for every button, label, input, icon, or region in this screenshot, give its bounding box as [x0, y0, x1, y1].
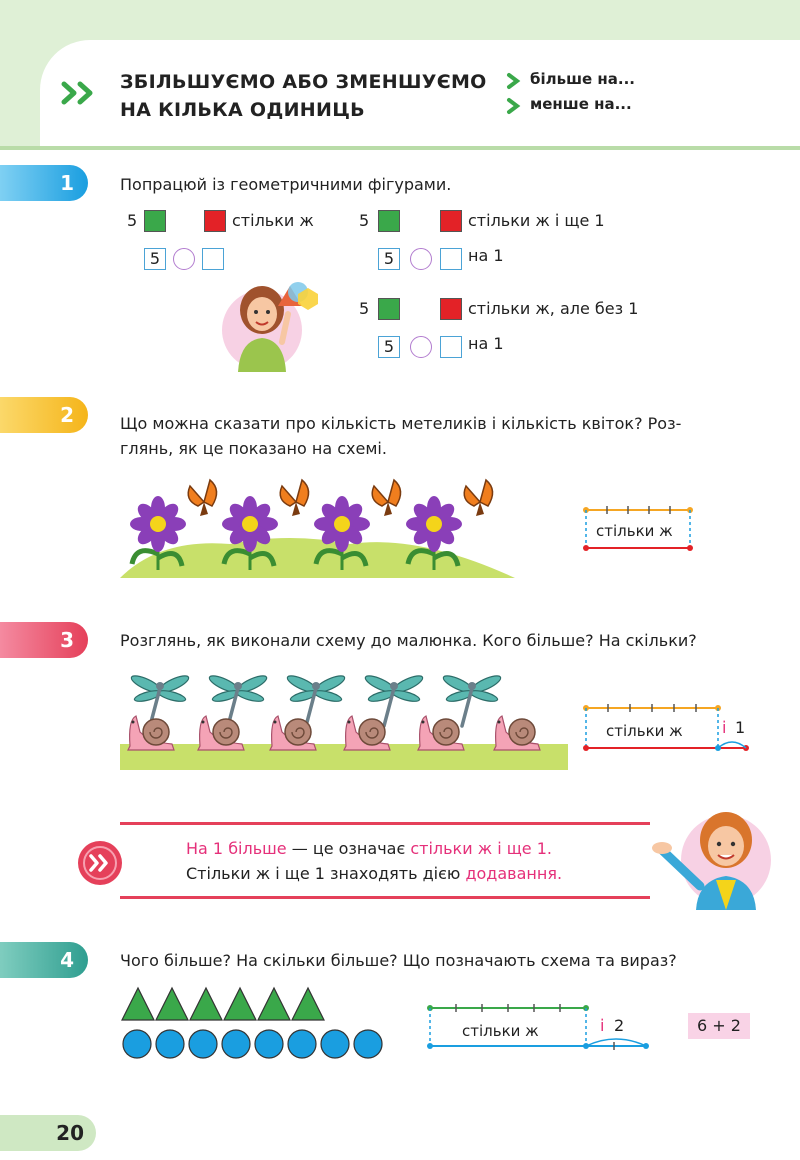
flowers-butterflies-illustration: [120, 478, 515, 580]
scheme-extra-number: 1: [735, 718, 746, 737]
scheme-extra-i: і: [600, 1016, 605, 1035]
scheme-label: стільки ж: [596, 522, 673, 540]
rule-bottom-line: [120, 896, 650, 899]
triangles-circles-illustration: [120, 986, 390, 1060]
task2-text-line2: глянь, як це показано на схемі.: [120, 439, 387, 458]
chevron-icon: [507, 73, 521, 89]
green-square: [144, 210, 166, 232]
answer-box[interactable]: [440, 248, 462, 270]
task-number-3: 3: [0, 622, 88, 658]
red-square: [440, 298, 462, 320]
scheme-extra-i: і: [722, 718, 727, 737]
task-number-2: 2: [0, 397, 88, 433]
answer-box[interactable]: [202, 248, 224, 270]
rule-line-1: На 1 більше — це означає стільки ж і ще 1.: [186, 839, 552, 858]
rule-top-line: [120, 822, 650, 825]
five-label: 5: [359, 211, 370, 230]
five-label: 5: [127, 211, 138, 230]
answer-box-filled: 5: [144, 248, 166, 270]
answer-box[interactable]: [440, 336, 462, 358]
sign-circle[interactable]: [410, 336, 432, 358]
expression-box: 6 + 2: [688, 1013, 750, 1039]
girl-teacher-illustration: [220, 272, 330, 372]
task4-text: Чого більше? На скільки більше? Що позначають схема та вираз?: [120, 951, 677, 970]
sign-circle[interactable]: [173, 248, 195, 270]
subtopic-less: менше на...: [530, 95, 632, 113]
chevron-icon: [507, 98, 521, 114]
page-title: ЗБІЛЬШУЄМО АБО ЗМЕНШУЄМО НА КІЛЬКА ОДИНИЦЬ: [120, 71, 487, 121]
green-square: [378, 210, 400, 232]
scheme-extra-number: 2: [614, 1016, 625, 1035]
boy-illustration: [650, 800, 772, 912]
red-square: [440, 210, 462, 232]
task3-text: Розглянь, як виконали схему до малюнка. Кого більше? На скільки?: [120, 631, 697, 650]
double-chevron-icon: [62, 82, 106, 104]
red-square: [204, 210, 226, 232]
five-label: 5: [359, 299, 370, 318]
rule-line-2: Стільки ж і ще 1 знаходять дією додавання.: [186, 864, 563, 883]
task2-text-line1: Що можна сказати про кількість метеликів і кількість квіток? Роз-: [120, 414, 682, 433]
scheme-label: стільки ж: [606, 722, 683, 740]
sign-circle[interactable]: [410, 248, 432, 270]
rule-marker-icon: [77, 840, 123, 886]
subtopic-more: більше на...: [530, 70, 635, 88]
same-plus-label: стільки ж і ще 1: [468, 211, 605, 230]
header-divider: [0, 146, 800, 150]
same-minus-label: стільки ж, але без 1: [468, 299, 639, 318]
task-number-4: 4: [0, 942, 88, 978]
green-square: [378, 298, 400, 320]
answer-box-filled: 5: [378, 336, 400, 358]
on-one-label: на 1: [468, 334, 504, 353]
task-number-1: 1: [0, 165, 88, 201]
task1-text: Попрацюй із геометричними фігурами.: [120, 175, 452, 194]
answer-box-filled: 5: [378, 248, 400, 270]
scheme-label: стільки ж: [462, 1022, 539, 1040]
page-number: 20: [0, 1115, 96, 1151]
dragonflies-snails-illustration: [120, 668, 570, 772]
same-label: стільки ж: [232, 211, 314, 230]
on-one-label: на 1: [468, 246, 504, 265]
